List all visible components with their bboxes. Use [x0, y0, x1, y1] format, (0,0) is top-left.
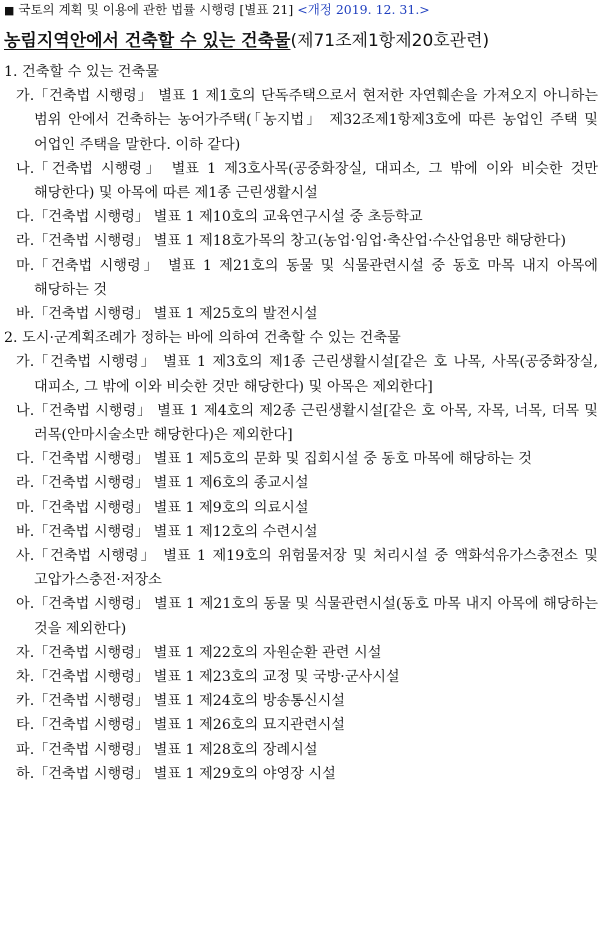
item-text: 「건축법 시행령」 별표 1 제24호의 방송통신시설 [34, 693, 345, 710]
item-text: 「건축법 시행령」 별표 1 제12호의 수련시설 [34, 523, 318, 540]
item-marker: 라. [16, 475, 35, 492]
list-item [4, 665, 602, 689]
list-item [4, 84, 602, 157]
item-marker: 아. [16, 596, 35, 613]
list-item [4, 157, 602, 205]
list-item [4, 689, 602, 713]
item-text: 「건축법 시행령」 별표 1 제18호가목의 창고(농업·임업·축산업·수산업용만 해당한다) [34, 233, 566, 250]
item-text: 「건축법 시행령」 별표 1 제3호사목(공중화장실, 대피소, 그 밖에 이와 비슷한 것만 해당한다) 및 아목에 따른 제1종 근린생활시설 [34, 160, 598, 202]
list-item [4, 738, 602, 762]
item-text: 「건축법 시행령」 별표 1 제6호의 종교시설 [34, 475, 309, 492]
document-header [4, 2, 602, 18]
item-marker: 나. [16, 402, 35, 419]
item-marker: 마. [16, 499, 35, 516]
list-item [4, 447, 602, 471]
title-main: 농림지역안에서 건축할 수 있는 건축물 [4, 31, 291, 51]
item-text: 「건축법 시행령」 별표 1 제25호의 발전시설 [34, 306, 318, 323]
item-marker: 차. [16, 669, 35, 686]
item-text: 「건축법 시행령」 별표 1 제10호의 교육연구시설 중 초등학교 [34, 209, 423, 226]
list-item [4, 229, 602, 253]
item-text: 「건축법 시행령」 별표 1 제29호의 야영장 시설 [34, 765, 336, 782]
item-marker: 라. [16, 233, 35, 250]
section-1-heading: 1. 건축할 수 있는 건축물 [4, 64, 159, 80]
law-reference: 국토의 계획 및 이용에 관한 법률 시행령 [별표 21] [18, 2, 294, 17]
item-text: 「건축법 시행령」 별표 1 제22호의 자원순환 관련 시설 [34, 644, 382, 661]
item-text: 「건축법 시행령」 별표 1 제9호의 의료시설 [34, 499, 309, 516]
revision-link[interactable]: <개정 2019. 12. 31.> [297, 2, 430, 17]
list-item [4, 350, 602, 398]
item-marker: 자. [16, 644, 35, 661]
list-item [4, 496, 602, 520]
item-marker: 타. [16, 717, 35, 734]
square-bullet-icon: ■ [4, 4, 15, 17]
item-marker: 하. [16, 765, 35, 782]
list-item [4, 302, 602, 326]
section-2-heading: 2. 도시·군계획조례가 정하는 바에 의하여 건축할 수 있는 건축물 [4, 330, 401, 347]
item-text: 「건축법 시행령」 별표 1 제1호의 단독주택으로서 현저한 자연훼손을 가져오지 아니하는 범위 안에서 건축하는 농어가주택(「농지법」 제32조제1항제3호에 따른 농업인 주택 및 어업인 주택을 말한다. 이하 같다) [34, 88, 598, 153]
item-text: 「건축법 시행령」 별표 1 제19호의 위험물저장 및 처리시설 중 액화석유가스충전소 및 고압가스충전·저장소 [34, 548, 598, 589]
item-text: 「건축법 시행령」 별표 1 제4호의 제2종 근린생활시설[같은 호 아목, 자목, 너목, 더목 및 러목(안마시술소만 해당한다)은 제외한다] [34, 402, 598, 444]
list-item [4, 205, 602, 229]
list-item [4, 762, 602, 786]
item-marker: 카. [16, 693, 35, 710]
list-item [4, 641, 602, 665]
item-marker: 다. [16, 451, 35, 468]
list-item [4, 254, 602, 302]
item-marker: 파. [16, 741, 35, 758]
list-item [4, 713, 602, 737]
list-item [4, 544, 602, 592]
item-text: 「건축법 시행령」 별표 1 제23호의 교정 및 국방·군사시설 [34, 669, 400, 686]
item-text: 「건축법 시행령」 별표 1 제28호의 장례시설 [34, 741, 318, 758]
item-marker: 가. [16, 354, 35, 371]
section-1-list [4, 84, 602, 326]
section-2-list [4, 350, 602, 786]
item-marker: 가. [16, 88, 35, 105]
list-item [4, 592, 602, 640]
item-text: 「건축법 시행령」 별표 1 제21호의 동물 및 식물관련시설 중 동호 마목 내지 아목에 해당하는 것 [34, 257, 598, 298]
item-text: 「건축법 시행령」 별표 1 제26호의 묘지관련시설 [34, 717, 345, 734]
page-title [4, 30, 602, 52]
item-marker: 마. [16, 257, 35, 274]
item-marker: 바. [16, 523, 35, 540]
list-item [4, 399, 602, 447]
list-item [4, 471, 602, 495]
list-item [4, 520, 602, 544]
item-text: 「건축법 시행령」 별표 1 제5호의 문화 및 집회시설 중 동호 마목에 해당하는 것 [34, 451, 532, 468]
item-text: 「건축법 시행령」 별표 1 제21호의 동물 및 식물관련시설(동호 마목 내지 아목에 해당하는 것을 제외한다) [34, 596, 598, 637]
item-marker: 다. [16, 209, 35, 226]
item-marker: 나. [16, 160, 35, 177]
document-body [4, 60, 602, 786]
title-sub: (제71조제1항제20호관련) [290, 31, 490, 51]
item-marker: 사. [16, 548, 35, 565]
item-text: 「건축법 시행령」 별표 1 제3호의 제1종 근린생활시설[같은 호 나목, 사목(공중화장실, 대피소, 그 밖에 이와 비슷한 것만 해당한다) 및 아목은 제외한다] [34, 354, 598, 395]
item-marker: 바. [16, 306, 35, 323]
